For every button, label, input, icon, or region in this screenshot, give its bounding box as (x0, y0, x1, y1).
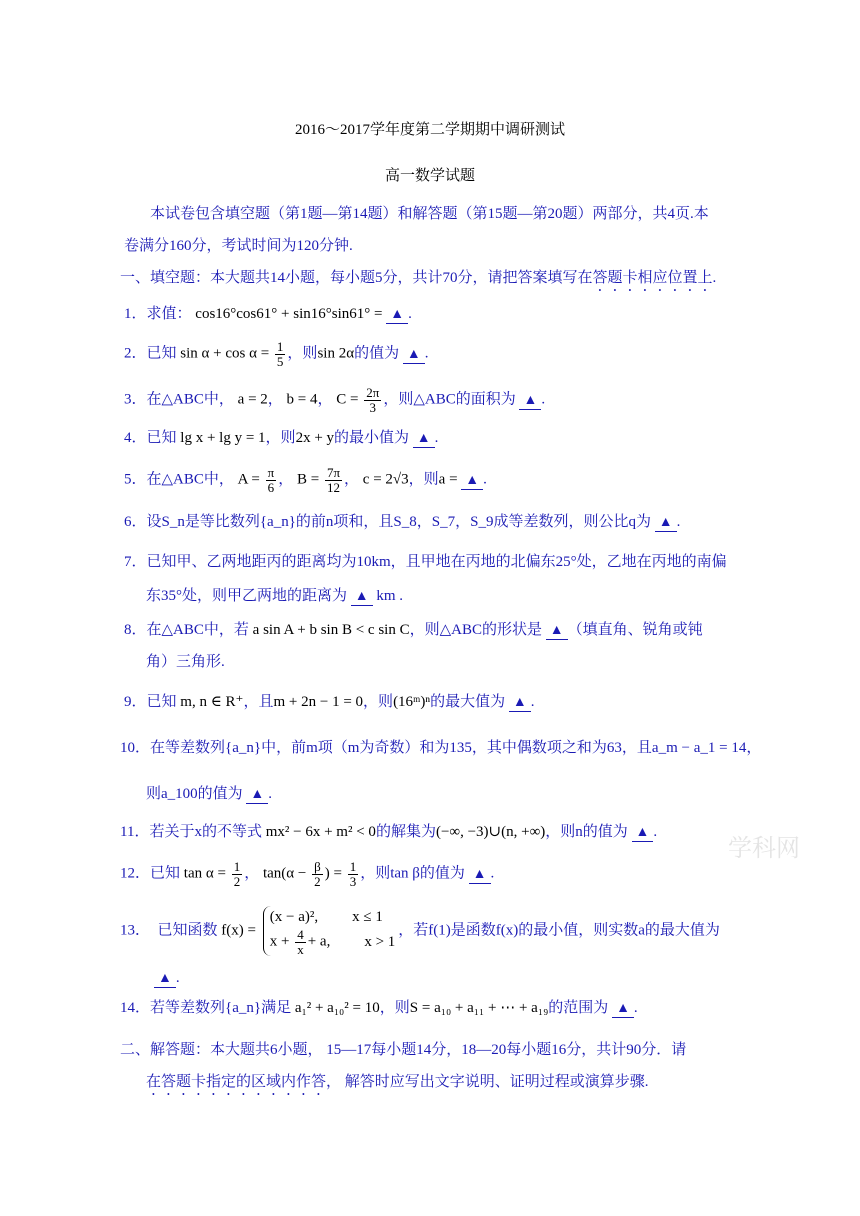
section2-heading: 二、解答题：本大题共6小题， 15—17每小题14分，18—20每小题16分，共计90分．请 (120, 1042, 687, 1058)
answer-blank[interactable] (612, 1000, 634, 1018)
question-7-cont: 东35°处，则甲乙两地的距离为 ▲ km . (146, 588, 404, 604)
question-number: 10． (120, 740, 151, 756)
question-13-cont: ▲ . (154, 968, 180, 988)
question-2: 2．已知 sin α + cos α = $\frac{1}{5}$ ，则sin 2α的值为 ▲ . (124, 339, 429, 369)
intro-line-1: 本试卷包含填空题（第1题—第14题）和解答题（第15题—第20题）两部分，共4页.本 (150, 206, 709, 222)
triangle-icon: ▲ (658, 515, 673, 530)
answer-blank[interactable] (469, 866, 491, 884)
question-number: 13． (120, 922, 151, 939)
question-6: 6．设S_n是等比数列{a_n}的前n项和，且S_8，S_7，S_9成等差数列，则公比q为 ▲ . (124, 514, 681, 530)
exam-subtitle: 高一数学试题 (384, 168, 475, 184)
fraction: $\frac{2\pi}{3}$ (366, 385, 380, 415)
exam-title: 2016～2017学年度第二学期期中调研测试 (294, 122, 565, 138)
answer-blank[interactable] (509, 694, 531, 712)
intro-line-2: 卷满分160分，考试时间为120分钟. (124, 238, 353, 254)
math-expression: sin 2α (317, 345, 355, 362)
question-12: 12．已知 tan α = $\frac{1}{2}$ ， tan(α − $\frac{\beta}{2}$ ) = $\frac{1}{3}$ ，则tan β的值为 ▲ . (120, 859, 495, 889)
answer-blank[interactable] (461, 472, 483, 490)
fraction: $\frac{1}{3}$ (349, 859, 357, 889)
section2-heading-cont: 在答题卡指定的区域内作答， 解答时应写出文字说明、证明过程或演算步骤. (146, 1074, 649, 1090)
answer-blank[interactable] (632, 824, 654, 842)
triangle-icon: ▲ (512, 695, 527, 710)
question-number: 7． (124, 554, 147, 570)
piecewise-function: (x − a)², x ≤ 1 x + $\frac{4}{x}$ + a, x > 1 (263, 906, 396, 956)
answer-blank[interactable] (546, 622, 568, 640)
answer-blank[interactable] (386, 306, 408, 324)
question-number: 11． (120, 824, 150, 840)
question-number: 3． (124, 391, 147, 408)
triangle-icon: ▲ (635, 825, 650, 840)
answer-blank[interactable] (154, 970, 176, 988)
triangle-icon: ▲ (354, 589, 369, 604)
answer-blank[interactable] (351, 588, 373, 606)
question-number: 9． (124, 694, 147, 710)
triangle-icon: ▲ (472, 866, 487, 882)
fraction: $\frac{1}{2}$ (233, 859, 241, 889)
triangle-icon: ▲ (158, 971, 172, 986)
question-10-cont: 则a_100的值为 ▲ . (146, 786, 273, 802)
question-4: 4．已知 lg x + lg y = 1，则2x + y的最小值为 ▲ . (124, 430, 439, 446)
question-13: 13． 已知函数 f(x) = (x − a)², x ≤ 1 x + $\frac{4}{x}$ + a, x > 1 ，若f(1)是函数f(x)的最小值，则实数a的最大值为 (120, 906, 720, 956)
triangle-icon: ▲ (465, 472, 480, 488)
question-5: 5．在△ABC中， A = $\frac{\pi}{6}$ ， B = $\frac{7\pi}{12}$ ， c = 2√3，则a = ▲ . (124, 465, 487, 495)
triangle-icon: ▲ (390, 307, 405, 322)
question-10 (120, 738, 761, 758)
question-text: 设S_n是等比数列{a_n}的前n项和，且S_8，S_7，S_9成等差数列，则公比q为 (146, 514, 651, 530)
question-number: 1． (124, 306, 147, 322)
question-8-cont: 角）三角形. (146, 654, 225, 670)
question-8: 8．在△ABC中，若 a sin A + b sin B < c sin C，则△ABC的形状是 ▲ （填直角、锐角或钝 (124, 622, 703, 638)
question-number: 14． (120, 1000, 151, 1016)
section1-heading: 一、填空题：本大题共14小题，每小题5分，共计70分，请把答案填写在答题卡相应位置上. (120, 270, 717, 286)
question-text: 已知甲、乙两地距丙的距离均为10km，且甲地在丙地的北偏东25°处，乙地在丙地的南偏 (146, 554, 727, 570)
answer-blank[interactable] (403, 346, 425, 364)
answer-blank[interactable] (413, 430, 435, 448)
question-11: 11．若关于x的不等式 mx² − 6x + m² < 0的解集为(−∞, −3)∪(n, +∞)，则n的值为 ▲ . (120, 824, 658, 840)
question-number: 5． (124, 471, 147, 488)
question-7 (124, 552, 727, 572)
question-1: 1．求值： cos16°cos61° + sin16°sin61° = ▲ . (124, 306, 412, 322)
fraction: $\frac{\pi}{6}$ (267, 465, 275, 495)
question-3: 3．在△ABC中， a = 2， b = 4， C = $\frac{2\pi}{3}$ ，则△ABC的面积为 ▲ . (124, 385, 546, 415)
answer-blank[interactable] (655, 514, 677, 532)
triangle-icon: ▲ (250, 787, 265, 802)
fraction: $\frac{1}{5}$ (276, 339, 284, 369)
math-expression: sin α + cos α = (180, 345, 270, 362)
triangle-icon: ▲ (549, 623, 564, 638)
question-number: 4． (124, 430, 147, 446)
watermark-logo: 学科网 (728, 834, 800, 862)
dotted-emphasis: 答题卡相应位置上 (592, 270, 713, 286)
question-number: 12． (120, 865, 151, 882)
triangle-icon: ▲ (416, 431, 431, 446)
triangle-icon: ▲ (406, 346, 421, 362)
answer-blank[interactable] (246, 786, 268, 804)
question-14: 14．若等差数列{a_n}满足 a₁² + a₁₀² = 10，则S = a₁₀ + a₁₁ + ⋯ + a₁₉的范围为 ▲ . (120, 1000, 638, 1016)
fraction: $\frac{7\pi}{12}$ (326, 465, 341, 495)
question-number: 8． (124, 622, 147, 638)
answer-blank[interactable] (519, 392, 541, 410)
fraction: $\frac{\beta}{2}$ (314, 859, 321, 889)
triangle-icon: ▲ (523, 392, 538, 408)
math-expression: cos16°cos61° + sin16°sin61° = (195, 306, 383, 322)
question-text: 在等差数列{a_n}中，前m项（m为奇数）和为135，其中偶数项之和为63，且a_m − a_1 = 14， (150, 740, 762, 756)
fraction: $\frac{4}{x}$ (297, 927, 304, 957)
question-number: 2． (124, 345, 147, 362)
question-number: 6． (124, 514, 147, 530)
question-9: 9．已知 m, n ∈ R⁺，且m + 2n − 1 = 0，则(16ᵐ)ⁿ的最大值为 ▲ . (124, 694, 535, 710)
dotted-emphasis: 在答题卡指定的区域内作答 (146, 1074, 327, 1090)
triangle-icon: ▲ (616, 1001, 630, 1016)
